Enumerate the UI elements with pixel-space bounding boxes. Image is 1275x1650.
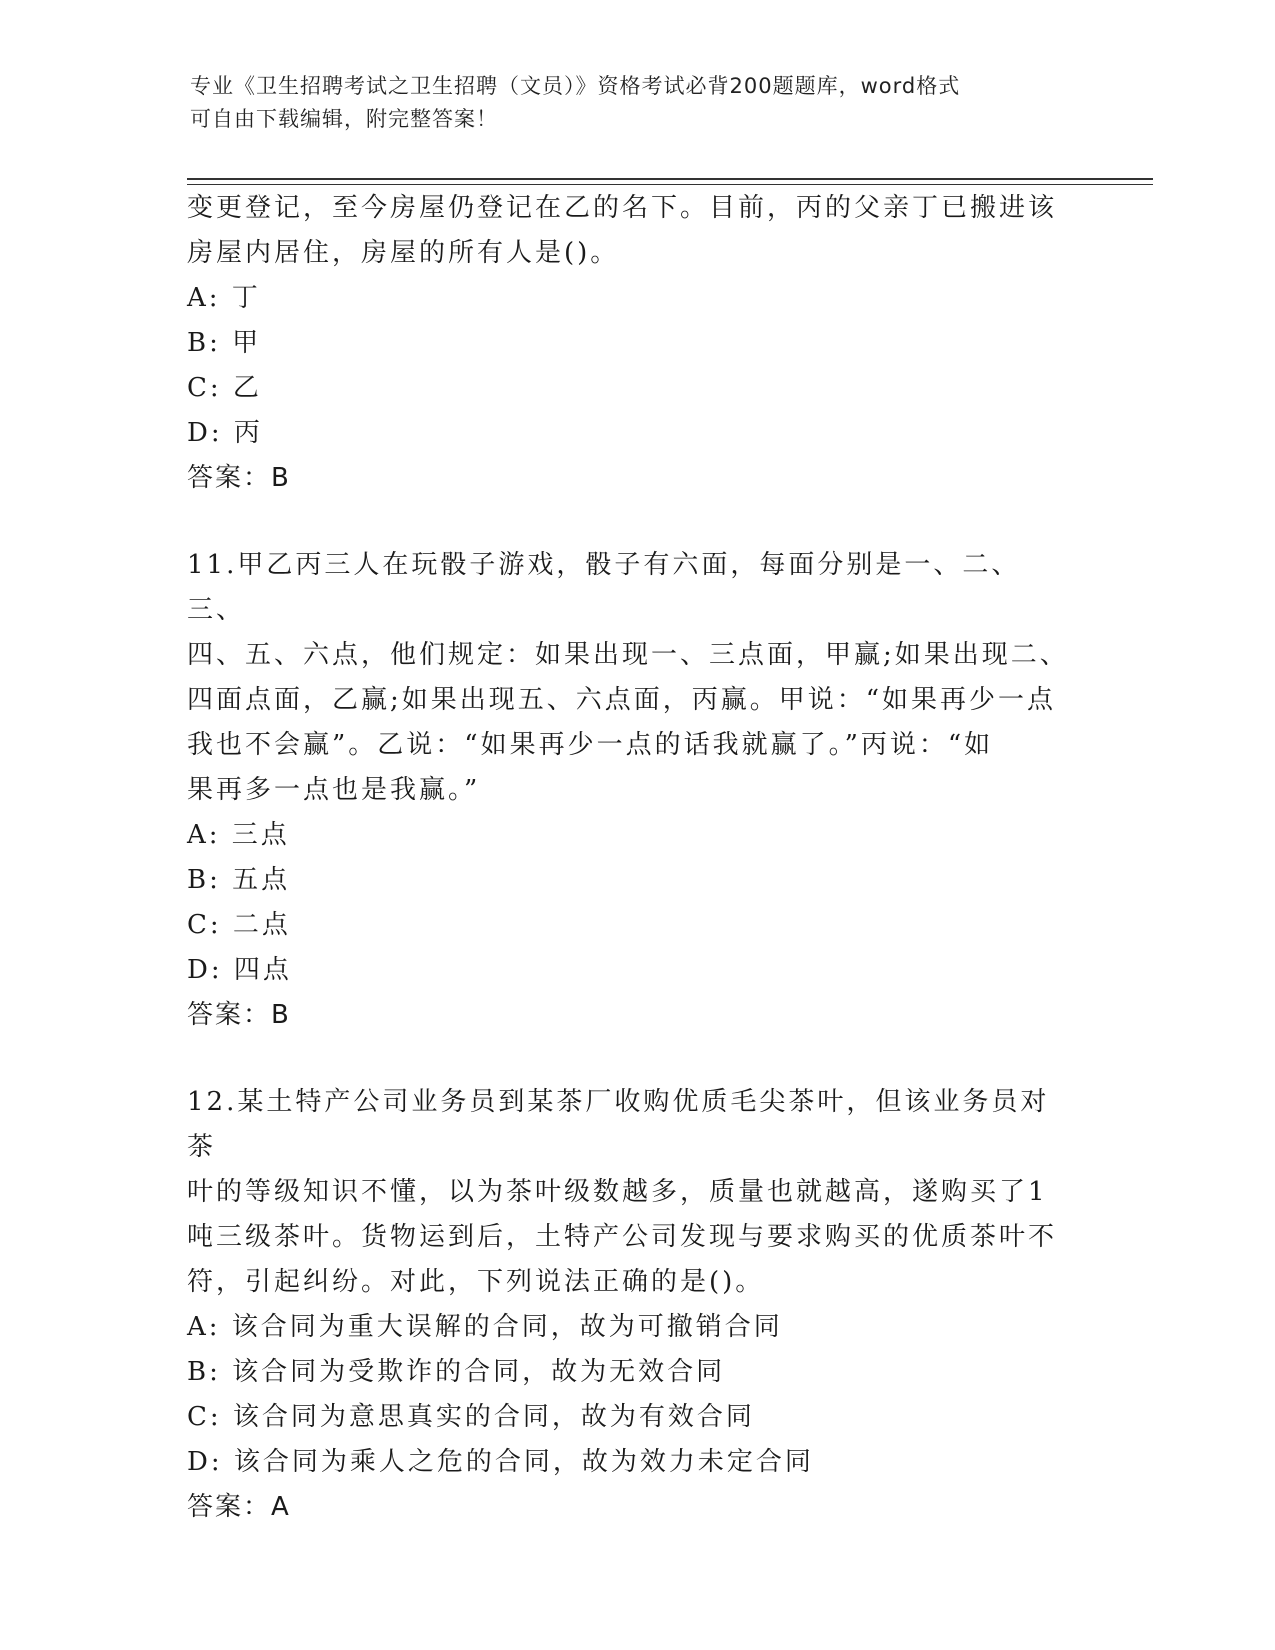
option-a: A: 丁 [187, 283, 261, 313]
header-line-2: 可自由下载编辑，附完整答案！ [190, 107, 498, 131]
header-rule-thick [187, 178, 1153, 180]
question-11 [187, 543, 1077, 1038]
option-d: D: 该合同为乘人之危的合同，故为效力未定合同 [187, 1447, 814, 1477]
answer-line: 答案：B [187, 1000, 291, 1030]
option-c: C: 二点 [187, 910, 291, 940]
option-c: C: 该合同为意思真实的合同，故为有效合同 [187, 1402, 755, 1432]
question-stem-line: 我也不会赢”。乙说：“如果再少一点的话我就赢了。”丙说：“如 [187, 730, 994, 760]
question-stem-line: 叶的等级知识不懂，以为茶叶级数越多，质量也就越高，遂购买了1 [187, 1177, 1048, 1207]
question-stem-line: 四、五、六点，他们规定：如果出现一、三点面，甲赢;如果出现二、 [187, 640, 1069, 670]
option-a: A: 三点 [187, 820, 290, 850]
question-stem-line: 四面点面，乙赢;如果出现五、六点面，丙赢。甲说：“如果再少一点 [187, 685, 1057, 715]
spacer [187, 501, 1077, 543]
option-d: D: 四点 [187, 955, 292, 985]
option-b: B: 五点 [187, 865, 291, 895]
question-stem-line: 变更登记，至今房屋仍登记在乙的名下。目前，丙的父亲丁已搬进该 [187, 193, 1058, 223]
option-b: B: 甲 [187, 328, 262, 358]
option-d: D: 丙 [187, 418, 263, 448]
question-stem-line: 11.甲乙丙三人在玩骰子游戏，骰子有六面，每面分别是一、二、三、 [187, 550, 1021, 625]
page-header [190, 70, 1070, 136]
question-stem-line: 吨三级茶叶。货物运到后，土特产公司发现与要求购买的优质茶叶不 [187, 1222, 1058, 1252]
option-a: A: 该合同为重大误解的合同，故为可撤销合同 [187, 1312, 783, 1342]
answer-line: 答案：A [187, 1492, 291, 1522]
question-stem-line: 符，引起纠纷。对此，下列说法正确的是()。 [187, 1267, 765, 1297]
option-c: C: 乙 [187, 373, 262, 403]
question-10 [187, 186, 1077, 501]
question-stem-line: 12.某土特产公司业务员到某茶厂收购优质毛尖茶叶，但该业务员对茶 [187, 1087, 1050, 1162]
question-stem-line: 房屋内居住，房屋的所有人是()。 [187, 238, 620, 268]
header-rule-thin [187, 184, 1153, 185]
option-b: B: 该合同为受欺诈的合同，故为无效合同 [187, 1357, 726, 1387]
answer-line: 答案：B [187, 463, 291, 493]
spacer [187, 1038, 1077, 1080]
document-body [187, 186, 1077, 1530]
question-12 [187, 1080, 1077, 1530]
header-line-1: 专业《卫生招聘考试之卫生招聘（文员）》资格考试必背200题题库，word格式 [190, 74, 961, 98]
question-stem-line: 果再多一点也是我赢。” [187, 775, 481, 805]
